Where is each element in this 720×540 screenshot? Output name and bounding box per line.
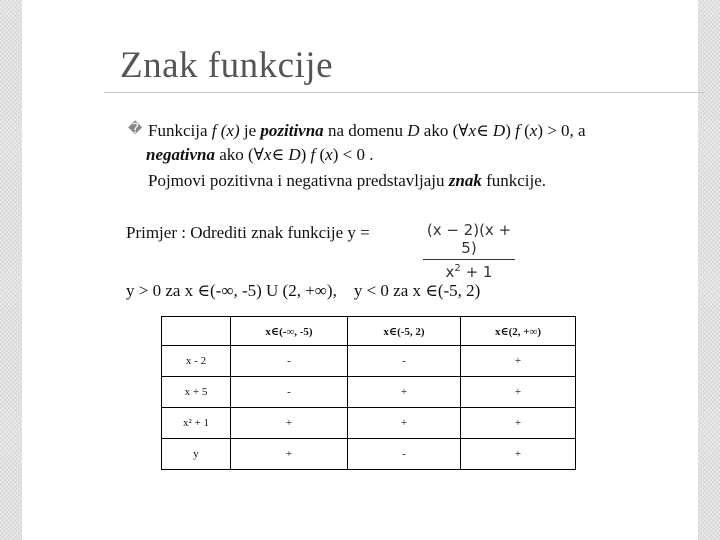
text: D: [492, 121, 506, 140]
text: ako (∀: [214, 145, 264, 164]
table-cell: -: [348, 346, 461, 377]
table-cell: x - 2: [162, 346, 231, 377]
table-row: [162, 377, 576, 408]
sign-summary: y > 0 za x ∈(-∞, -5) U (2, +∞), y < 0 za x ∈(-5, 2): [126, 281, 481, 300]
fraction-denominator: [421, 260, 517, 281]
table-cell: +: [461, 346, 576, 377]
text: ) < 0 .: [332, 145, 374, 164]
text: je: [239, 121, 261, 140]
text: ako (∀: [419, 121, 469, 140]
text: ∈: [271, 145, 289, 164]
table-cell: -: [231, 346, 348, 377]
text: ): [300, 145, 311, 164]
term-negativna: negativna: [146, 145, 215, 164]
text: x: [445, 263, 455, 281]
text: (: [315, 145, 326, 164]
table-header-cell: [162, 317, 231, 346]
table-row: [162, 346, 576, 377]
table-row: [162, 408, 576, 439]
concept-paragraph: [148, 169, 546, 193]
table-cell: +: [231, 408, 348, 439]
exponent: 2: [454, 263, 461, 274]
text: D: [288, 145, 301, 164]
bullet-icon: �: [128, 121, 143, 137]
table-cell: +: [461, 408, 576, 439]
text: Pojmovi pozitivna i negativna predstavljaju: [148, 171, 449, 190]
example-label: Primjer : Odrediti znak funkcije y =: [126, 223, 370, 242]
table-header-cell: x∈(2, +∞): [461, 317, 576, 346]
table-cell: -: [231, 377, 348, 408]
text: na domenu: [323, 121, 408, 140]
term-znak: znak: [448, 171, 482, 190]
text: ) > 0, a: [537, 121, 586, 140]
table-cell: +: [231, 439, 348, 470]
table-header-cell: x∈(-∞, -5): [231, 317, 348, 346]
definition-line-2: [146, 143, 688, 167]
slide-title: Znak funkcije: [120, 45, 333, 86]
left-decorative-border: [0, 0, 22, 540]
text: x: [529, 121, 538, 140]
definition-paragraph: [148, 119, 688, 167]
sign-table: [161, 316, 576, 470]
text: x: [325, 145, 333, 164]
text: (x): [216, 121, 240, 140]
fraction-numerator: (x − 2)(x + 5): [426, 221, 512, 257]
table-cell: -: [348, 439, 461, 470]
table-cell: +: [348, 408, 461, 439]
table-cell: x² + 1: [162, 408, 231, 439]
text: f: [211, 121, 217, 140]
table-cell: +: [461, 377, 576, 408]
title-divider: [104, 92, 704, 93]
text: ): [505, 121, 516, 140]
text: (: [519, 121, 530, 140]
table-row: [162, 439, 576, 470]
text: Funkcija: [148, 121, 212, 140]
right-decorative-border: [698, 0, 720, 540]
text: + 1: [460, 263, 493, 281]
table-cell: +: [348, 377, 461, 408]
text: x: [263, 145, 272, 164]
term-pozitivna: pozitivna: [260, 121, 324, 140]
table-cell: y: [162, 439, 231, 470]
text: f: [310, 145, 316, 164]
text: funkcije.: [481, 171, 547, 190]
text: x: [468, 121, 477, 140]
function-fraction: [421, 221, 517, 281]
table-header-cell: x∈(-5, 2): [348, 317, 461, 346]
text: D: [407, 121, 420, 140]
text: ∈: [476, 121, 493, 140]
table-cell: x + 5: [162, 377, 231, 408]
text: f: [515, 121, 520, 140]
table-cell: +: [461, 439, 576, 470]
table-header-row: [162, 317, 576, 346]
